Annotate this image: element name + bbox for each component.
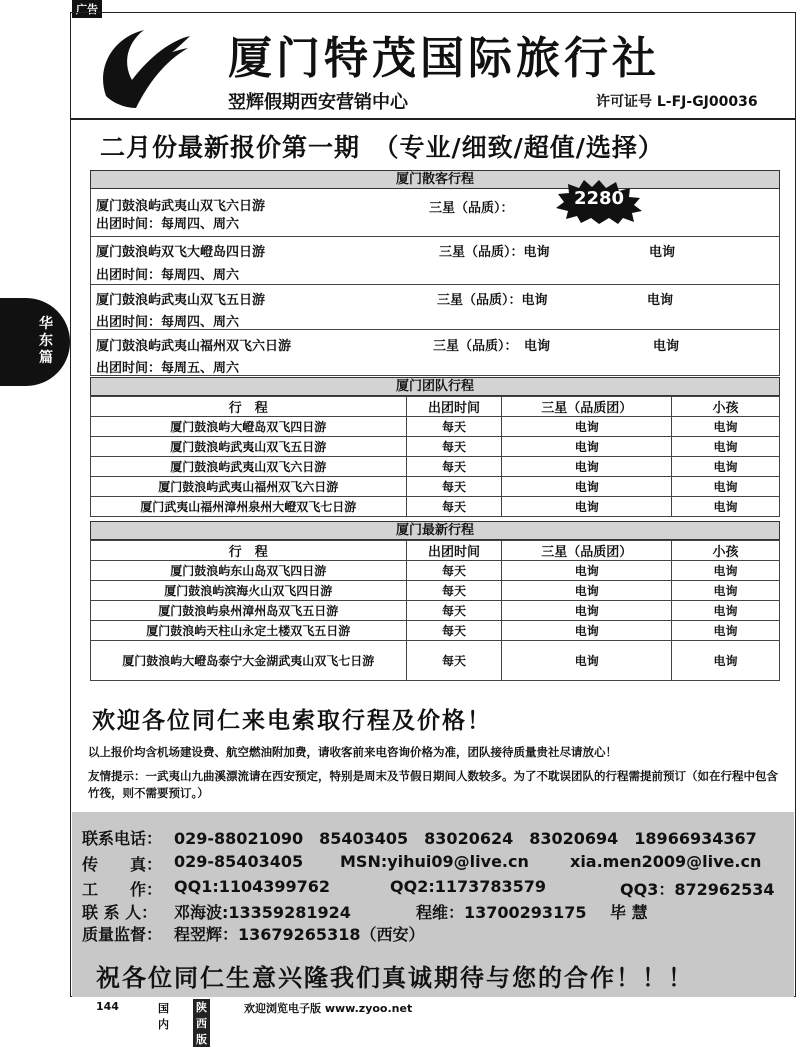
departure-cell: 每天 xyxy=(406,641,502,681)
star-price: 三星（品质）： xyxy=(429,201,514,216)
table-row xyxy=(91,601,780,621)
route-name: 厦门鼓浪屿武夷山双飞五日游 xyxy=(96,293,266,308)
scatter-row xyxy=(90,330,780,376)
qq1: QQ1:1104399762 xyxy=(174,877,331,896)
header-route: 行 程 xyxy=(91,541,407,561)
scatter-row xyxy=(90,189,780,237)
kid-price: 电询 xyxy=(649,245,676,260)
route-cell: 厦门鼓浪屿滨海火山双飞四日游 xyxy=(91,581,407,601)
kid-price: 电询 xyxy=(647,293,674,308)
route-cell: 厦门鼓浪屿东山岛双飞四日游 xyxy=(91,561,407,581)
departure-days: 出团时间：每周五、周六 xyxy=(96,361,240,376)
person-2: 程维：13700293175 xyxy=(416,903,587,922)
star-cell: 电询 xyxy=(502,457,672,477)
departure-days: 出团时间：每周四、周六 xyxy=(96,268,240,283)
table-row xyxy=(91,457,780,477)
work-label: 工 作： xyxy=(82,880,163,899)
kid-cell: 电询 xyxy=(672,457,780,477)
fax-label: 传 真： xyxy=(82,855,163,874)
qq2: QQ2:1173783579 xyxy=(390,877,547,896)
msn-address: MSN:yihui09@live.cn xyxy=(340,852,529,871)
header-departure: 出团时间 xyxy=(406,397,502,417)
route-name: 厦门鼓浪屿双飞大嶝岛四日游 xyxy=(96,245,266,260)
route-cell: 厦门鼓浪屿大嶝岛双飞四日游 xyxy=(91,417,407,437)
departure-cell: 每天 xyxy=(406,477,502,497)
route-cell: 厦门鼓浪屿大嶝岛泰宁大金湖武夷山双飞七日游 xyxy=(91,641,407,681)
table-header xyxy=(91,541,780,561)
table-row xyxy=(91,417,780,437)
kid-cell: 电询 xyxy=(672,641,780,681)
star-cell: 电询 xyxy=(502,497,672,517)
header-star: 三星（品质团） xyxy=(502,397,672,417)
group-table xyxy=(90,396,780,517)
phone-label: 联系电话： xyxy=(82,829,163,848)
star-cell: 电询 xyxy=(502,561,672,581)
route-name: 厦门鼓浪屿武夷山双飞六日游 xyxy=(96,199,266,214)
star-price: 三星（品质）： 电询 xyxy=(433,339,551,354)
kid-price: 电询 xyxy=(653,339,680,354)
side-tab: 华东篇 xyxy=(0,298,70,386)
route-cell: 厦门鼓浪屿武夷山双飞五日游 xyxy=(91,437,407,457)
qc-label: 质量监督： xyxy=(82,925,163,944)
header-star: 三星（品质团） xyxy=(502,541,672,561)
star-price: 三星（品质）：电询 xyxy=(439,245,550,260)
group-section-title: 厦门团队行程 xyxy=(90,377,780,396)
star-cell: 电询 xyxy=(502,437,672,457)
route-cell: 厦门武夷山福州漳州泉州大嶝双飞七日游 xyxy=(91,497,407,517)
kid-cell: 电询 xyxy=(672,437,780,457)
phone-numbers: 029-88021090 85403405 83020624 83020694 18966934367 xyxy=(174,829,757,848)
footer-site[interactable]: 欢迎浏览电子版 www.zyoo.net xyxy=(244,1002,413,1015)
header-departure: 出团时间 xyxy=(406,541,502,561)
star-cell: 电询 xyxy=(502,641,672,681)
route-cell: 厦门鼓浪屿武夷山福州双飞六日游 xyxy=(91,477,407,497)
qc-contact: 程翌辉：13679265318（西安） xyxy=(174,925,425,944)
header-divider xyxy=(70,118,796,120)
table-row xyxy=(91,497,780,517)
table-header xyxy=(91,397,780,417)
departure-cell: 每天 xyxy=(406,601,502,621)
kid-cell: 电询 xyxy=(672,417,780,437)
departure-cell: 每天 xyxy=(406,497,502,517)
star-cell: 电询 xyxy=(502,601,672,621)
route-cell: 厦门鼓浪屿天柱山永定土楼双飞五日游 xyxy=(91,621,407,641)
departure-days: 出团时间：每周四、周六 xyxy=(96,217,240,232)
license-number: 许可证号 L-FJ-GJ00036 xyxy=(596,94,758,110)
page-number: 144 xyxy=(96,1000,119,1013)
person-label: 联 系 人： xyxy=(82,903,158,922)
tip-label: 友情提示： xyxy=(88,769,146,783)
price-note: 以上报价均含机场建设费、航空燃油附加费，请收客前来电咨询价格为准，团队接待质量贵社尽请放心！ xyxy=(88,745,617,759)
star-cell: 电询 xyxy=(502,417,672,437)
price-burst-value: 2280 xyxy=(573,188,625,209)
route-name: 厦门鼓浪屿武夷山福州双飞六日游 xyxy=(96,339,292,354)
departure-days: 出团时间：每周四、周六 xyxy=(96,315,240,330)
headline: 二月份最新报价第一期 （专业/细致/超值/选择） xyxy=(100,133,664,162)
scatter-row xyxy=(90,285,780,330)
table-row xyxy=(91,621,780,641)
scatter-row xyxy=(90,237,780,285)
kid-cell: 电询 xyxy=(672,497,780,517)
kid-cell: 电询 xyxy=(672,477,780,497)
company-name: 厦门特茂国际旅行社 xyxy=(228,33,660,84)
header-route: 行 程 xyxy=(91,397,407,417)
welcome-slogan: 欢迎各位同仁来电索取行程及价格！ xyxy=(92,708,492,734)
departure-cell: 每天 xyxy=(406,437,502,457)
scatter-section-title: 厦门散客行程 xyxy=(90,170,780,189)
table-row xyxy=(91,561,780,581)
header-kid: 小孩 xyxy=(672,397,780,417)
route-cell: 厦门鼓浪屿泉州漳州岛双飞五日游 xyxy=(91,601,407,621)
closing-slogan: 祝各位同仁生意兴隆我们真诚期待与您的合作！！！ xyxy=(96,964,694,992)
email-address: xia.men2009@live.cn xyxy=(570,852,762,871)
star-cell: 电询 xyxy=(502,621,672,641)
tip-text: 一武夷山九曲溪漂流请在西安预定，特别是周末及节假日期间人数较多。为了不耽误团队的行程需提前预订（如在行程中包含竹筏，则不需要预订。） xyxy=(88,769,778,800)
footer-section: 国内 xyxy=(158,1002,169,1031)
newest-table xyxy=(90,540,780,681)
table-row xyxy=(91,581,780,601)
edition-badge: 陕西版 xyxy=(193,999,210,1047)
fax-number: 029-85403405 xyxy=(174,852,304,871)
departure-cell: 每天 xyxy=(406,561,502,581)
departure-cell: 每天 xyxy=(406,457,502,477)
person-3: 毕 慧 xyxy=(610,903,648,922)
departure-cell: 每天 xyxy=(406,581,502,601)
header-kid: 小孩 xyxy=(672,541,780,561)
departure-cell: 每天 xyxy=(406,621,502,641)
company-subname: 翌辉假期西安营销中心 xyxy=(228,92,408,113)
star-price: 三星（品质）：电询 xyxy=(437,293,548,308)
friendly-tip xyxy=(88,768,788,802)
ad-tag: 广告 xyxy=(72,0,102,18)
table-row xyxy=(91,437,780,457)
departure-cell: 每天 xyxy=(406,417,502,437)
kid-cell: 电询 xyxy=(672,601,780,621)
star-cell: 电询 xyxy=(502,477,672,497)
kid-cell: 电询 xyxy=(672,561,780,581)
route-cell: 厦门鼓浪屿武夷山双飞六日游 xyxy=(91,457,407,477)
newest-section-title: 厦门最新行程 xyxy=(90,521,780,540)
star-cell: 电询 xyxy=(502,581,672,601)
person-1: 邓海波:13359281924 xyxy=(174,903,351,922)
kid-cell: 电询 xyxy=(672,581,780,601)
kid-cell: 电询 xyxy=(672,621,780,641)
table-row xyxy=(91,477,780,497)
company-logo xyxy=(92,22,192,114)
table-row xyxy=(91,641,780,681)
qq3: QQ3：872962534 xyxy=(620,880,775,899)
